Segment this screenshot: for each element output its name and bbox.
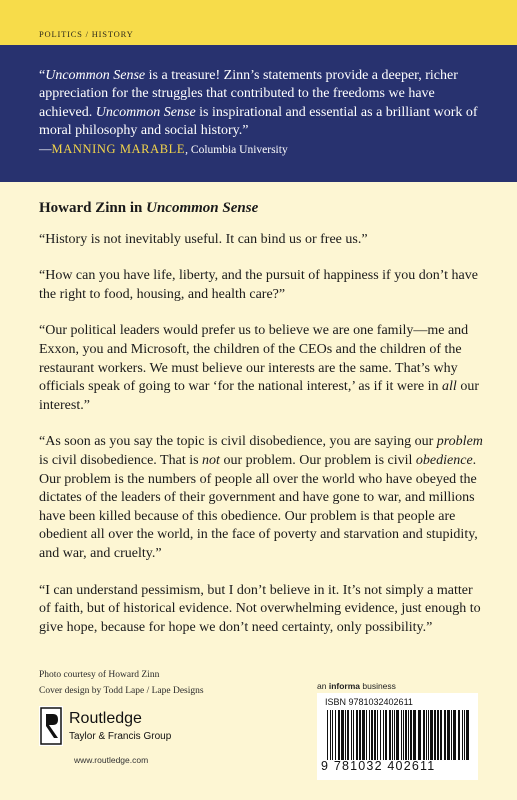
barcode-graphic (325, 710, 470, 760)
informa-prefix: an (317, 681, 329, 691)
text-run: “Our political leaders would prefer us to believe we are one family—me and Exxon, you and Microsoft, the children of the CEOs and the children of the restaurant workers. We must believe our interests are the same. That’s why officials speak of going to war ‘for the national interest,’ as if it were in (39, 323, 469, 395)
endorsement-attribution (39, 142, 288, 157)
text-run: “History is not inevitably useful. It can bind us or free us.” (39, 231, 368, 247)
barcode-bar (377, 710, 378, 760)
emphasis-text: Uncommon Sense (95, 104, 196, 120)
barcode-bar (437, 710, 439, 760)
emphasis-text: problem (436, 434, 483, 450)
barcode-bar (330, 710, 331, 760)
barcode-bar (462, 710, 463, 760)
routledge-r-logo-icon (39, 706, 63, 746)
text-run: . Our problem is the numbers of people all over the world who have obeyed the dictates of the leaders of their government and have gone to war, and millions have been killed because of this obedience. Our problem is that people are obedient all over the world, in the face of poverty and starvation and stupidity, and war, and cruelty.” (39, 452, 478, 561)
barcode-bar (394, 710, 395, 760)
category-label: POLITICS / HISTORY (39, 29, 134, 39)
barcode-bar (408, 710, 409, 760)
endorser-institution: , Columbia University (185, 144, 288, 156)
text-run: our problem. Our problem is civil (219, 452, 416, 468)
barcode-bar (356, 710, 358, 760)
text-run: “I can understand pessimism, but I don’t believe in it. It’s not simply a matter of faith, but of historical evidence. Not overwhelming evidence, just enough to give hope, because for hope we don’t need certainty, only possibility.” (39, 582, 481, 635)
barcode-bar (458, 710, 460, 760)
quote-2 (39, 267, 484, 304)
text-run: is inspirational and essential as a brilliant work of moral philosophy and social history.” (39, 104, 478, 139)
barcode-bar (466, 710, 469, 760)
barcode-bar (428, 710, 429, 760)
photo-credit: Photo courtesy of Howard Zinn (39, 670, 160, 680)
barcode-bar (341, 710, 344, 760)
quote-4 (39, 433, 484, 563)
quotes-section (39, 199, 484, 655)
quote-5 (39, 582, 484, 638)
barcode-bar (383, 710, 384, 760)
isbn-label: ISBN 9781032402611 (325, 697, 413, 707)
publisher-name: Routledge (69, 710, 142, 727)
quote-3 (39, 322, 484, 415)
barcode-bar (389, 710, 391, 760)
barcode-bar (453, 710, 456, 760)
text-run: our interest.” (39, 379, 479, 413)
publisher-group: Taylor & Francis Group (69, 731, 172, 742)
barcode-bar (359, 710, 361, 760)
barcode-bar (392, 710, 393, 760)
endorsement-panel (0, 45, 517, 182)
barcode-bar (444, 710, 446, 760)
cover-credits (39, 667, 204, 699)
barcode-bar (451, 710, 452, 760)
barcode-bar (405, 710, 407, 760)
emphasis-text: Uncommon Sense (45, 68, 146, 83)
barcode-bar (426, 710, 427, 760)
quote-1 (39, 231, 484, 250)
text-run: “As soon as you say the topic is civil disobedience, you are saying our (39, 434, 437, 450)
barcode-bar (403, 710, 404, 760)
emphasis-text: not (202, 452, 220, 468)
barcode-bar (374, 710, 376, 760)
barcode-bar (418, 710, 421, 760)
barcode-bar (396, 710, 399, 760)
barcode-bar (464, 710, 465, 760)
barcode-bar (332, 710, 333, 760)
barcode-bar (335, 710, 336, 760)
emphasis-text: obedience (415, 452, 473, 468)
category-band (0, 0, 517, 45)
informa-tagline (317, 681, 396, 691)
barcode-bar (327, 710, 328, 760)
informa-brand: informa (328, 681, 360, 691)
barcode-bar (369, 710, 370, 760)
endorser-name: MANNING MARABLE (51, 142, 186, 156)
barcode-bar (345, 710, 346, 760)
barcode-bar (353, 710, 354, 760)
barcode-bar (380, 710, 381, 760)
attribution-dash: — (39, 142, 52, 156)
barcode-bar (434, 710, 436, 760)
text-run: “ (39, 68, 46, 83)
barcode-bar (351, 710, 352, 760)
barcode-bar (362, 710, 365, 760)
barcode-bar (413, 710, 416, 760)
heading-author: Howard Zinn in (39, 200, 147, 216)
endorsement-quote (39, 67, 489, 141)
barcode-bar (347, 710, 349, 760)
publisher-website[interactable]: www.routledge.com (74, 755, 149, 765)
publisher-logo (39, 706, 189, 746)
informa-suffix: business (360, 681, 396, 691)
barcode-bar (366, 710, 367, 760)
section-heading (39, 199, 484, 218)
barcode-bar (447, 710, 450, 760)
text-run: is civil disobedience. That is (39, 452, 203, 468)
emphasis-text: all (442, 379, 457, 395)
text-run: is a treasure! Zinn’s statements provide a deeper, richer appreciation for the struggles that contributed to the freedoms we have achieved. (39, 68, 458, 120)
barcode-bar (338, 710, 340, 760)
barcode-bar (410, 710, 412, 760)
barcode-bar (401, 710, 402, 760)
isbn-barcode-block (317, 693, 478, 780)
barcode-bar (385, 710, 387, 760)
heading-book-title: Uncommon Sense (146, 200, 259, 216)
barcode-bar (440, 710, 442, 760)
design-credit: Cover design by Todd Lape / Lape Designs (39, 686, 204, 696)
barcode-bar (371, 710, 373, 760)
text-run: “How can you have life, liberty, and the pursuit of happiness if you don’t have the right to food, housing, and health care?” (39, 268, 478, 302)
barcode-digits: 9 781032 402611 (321, 759, 436, 773)
barcode-bar (423, 710, 425, 760)
barcode-bar (430, 710, 433, 760)
